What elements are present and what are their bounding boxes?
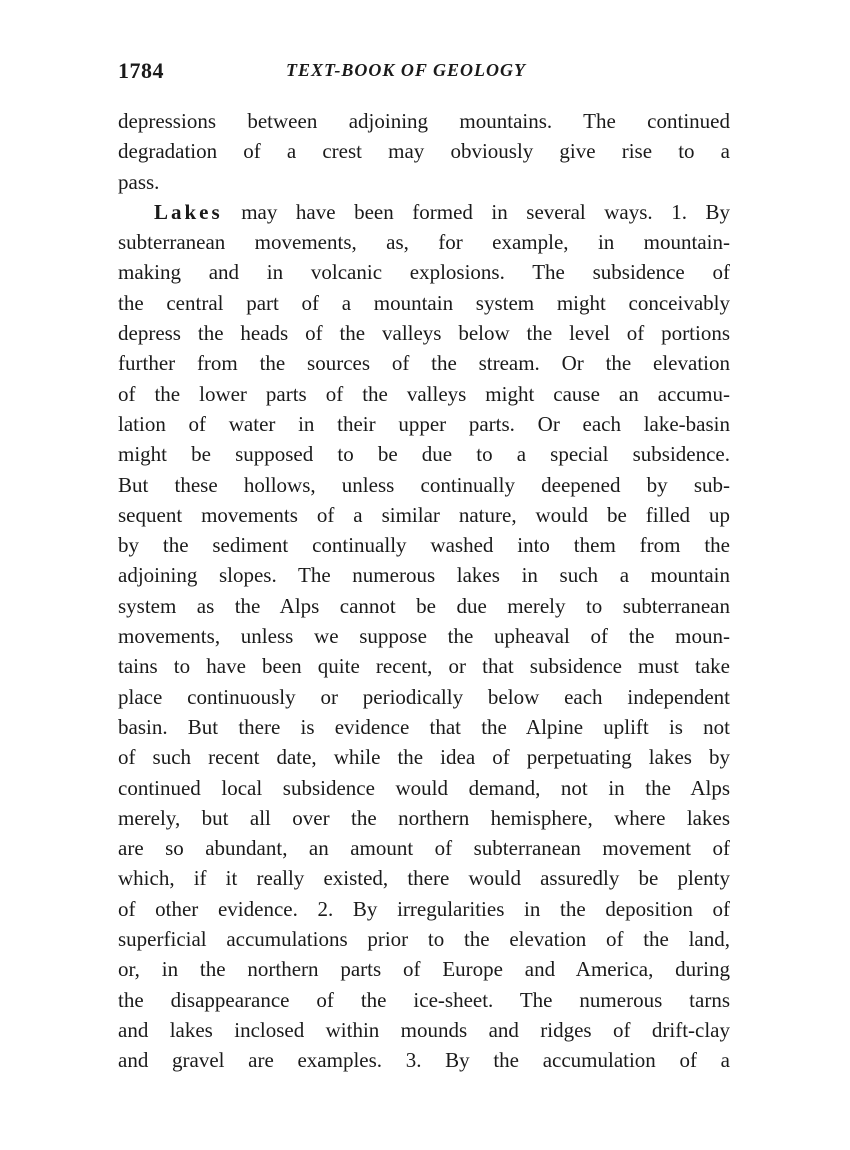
running-title: TEXT-BOOK OF GEOLOGY xyxy=(286,60,527,80)
text-line: by the sediment continually washed into them from the xyxy=(118,533,730,558)
text-line: of such recent date, while the idea of perpetuating lakes by xyxy=(118,745,730,770)
text-line: tains to have been quite recent, or that subsidence must take xyxy=(118,654,730,679)
section-lead-word: Lakes xyxy=(154,199,223,224)
text-line: of the lower parts of the valleys might cause an accumu- xyxy=(118,381,730,406)
text-line: subterranean movements, as, for example, in mountain- xyxy=(118,230,730,255)
text-line: degradation of a crest may obviously give rise to a xyxy=(118,139,730,164)
text-line: merely, but all over the northern hemisphere, where lakes xyxy=(118,805,730,830)
text-line: making and in volcanic explosions. The subsidence of xyxy=(118,260,730,285)
page-number: 1784 xyxy=(118,58,164,83)
text-line: the disappearance of the ice-sheet. The numerous tarns xyxy=(118,987,730,1012)
text-line: and lakes inclosed within mounds and ridges of drift-clay xyxy=(118,1017,730,1042)
text-line: place continuously or periodically below each independent xyxy=(118,684,730,709)
text-line: which, if it really existed, there would assuredly be plenty xyxy=(118,866,730,891)
text-line xyxy=(118,197,730,227)
text-line: sequent movements of a similar nature, would be filled up xyxy=(118,502,730,527)
page-header xyxy=(118,58,730,88)
text-line: adjoining slopes. The numerous lakes in such a mountain xyxy=(118,563,730,588)
text-line: pass. xyxy=(118,169,160,194)
text-line: depress the heads of the valleys below the level of portions xyxy=(118,321,730,346)
paragraph xyxy=(118,106,730,197)
text-line: continued local subsidence would demand, not in the Alps xyxy=(118,775,730,800)
text-line: or, in the northern parts of Europe and America, during xyxy=(118,957,730,982)
text-line: the central part of a mountain system might conceivably xyxy=(118,290,730,315)
text-line: and gravel are examples. 3. By the accumulation of a xyxy=(118,1048,730,1073)
text-line: of other evidence. 2. By irregularities in the deposition of xyxy=(118,896,730,921)
text-line: basin. But there is evidence that the Alpine uplift is not xyxy=(118,714,730,739)
text-line: further from the sources of the stream. Or the elevation xyxy=(118,351,730,376)
paragraph xyxy=(118,197,730,1076)
text-line: movements, unless we suppose the upheaval of the moun- xyxy=(118,624,730,649)
text-run: may have been formed in several ways. 1. By xyxy=(222,199,730,224)
text-line: But these hollows, unless continually deepened by sub- xyxy=(118,472,730,497)
body-text xyxy=(118,106,730,1076)
text-line: depressions between adjoining mountains. The continued xyxy=(118,109,730,133)
text-line: superficial accumulations prior to the elevation of the land, xyxy=(118,927,730,952)
text-line: might be supposed to be due to a special subsidence. xyxy=(118,442,730,467)
text-line: are so abundant, an amount of subterranean movement of xyxy=(118,836,730,861)
text-line: lation of water in their upper parts. Or each lake-basin xyxy=(118,411,730,436)
text-line: system as the Alps cannot be due merely to subterranean xyxy=(118,593,730,618)
